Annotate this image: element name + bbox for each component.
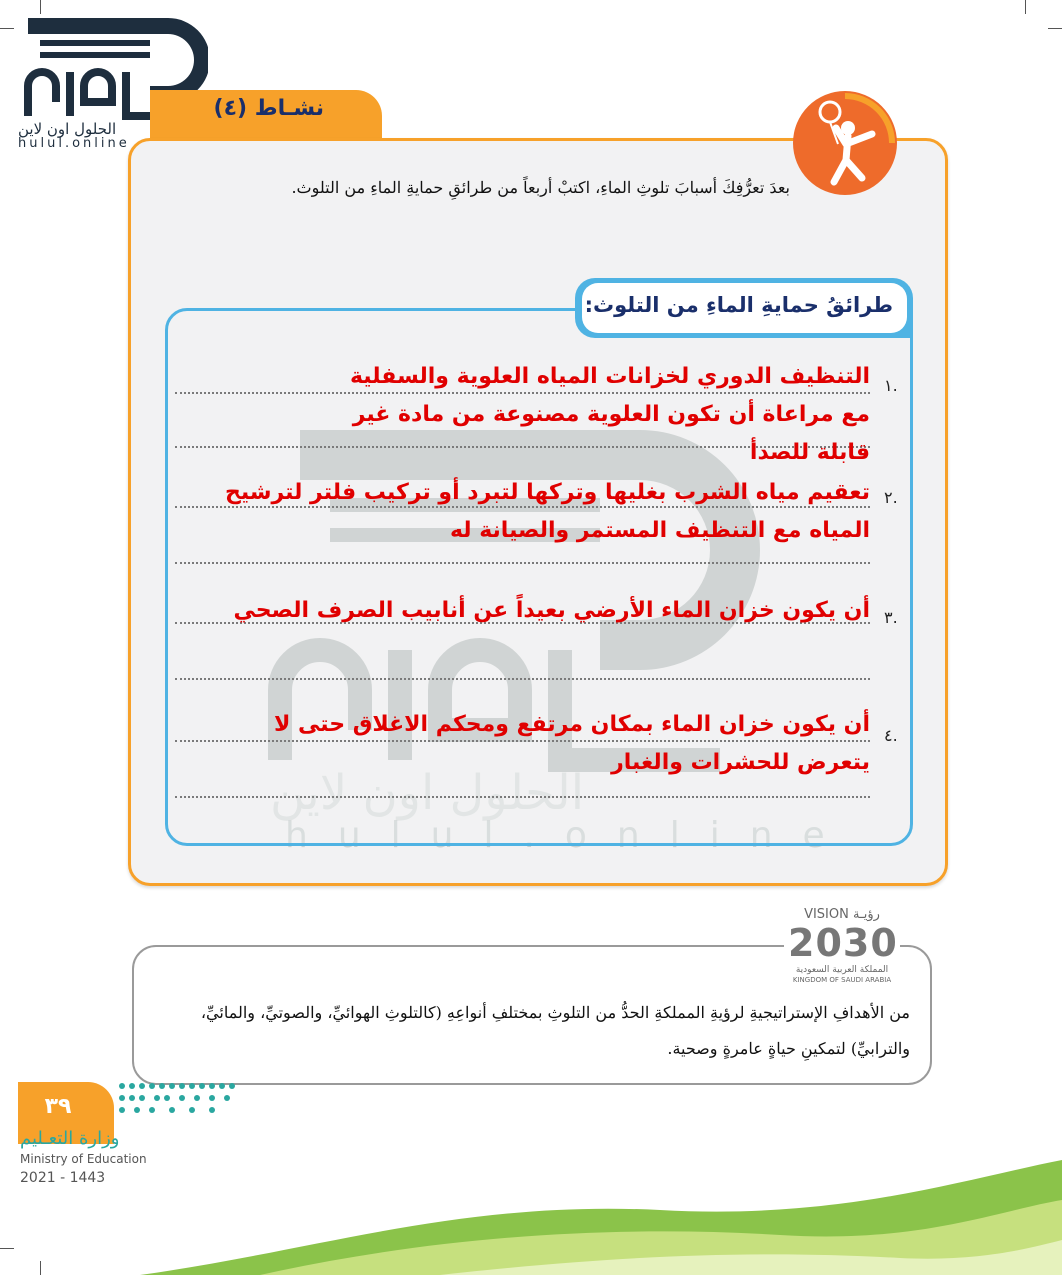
answer-line [175,796,870,798]
item-number: ١. [884,376,898,395]
activity-instruction: بعدَ تعرُّفِكَ أسبابَ تلوثِ الماءِ، اكتبْ أربعاً من طرائقِ حمايةِ الماءِ من التلوث. [291,178,790,197]
item-number: ٤. [884,726,898,745]
answer-text: التنظيف الدوري لخزانات المياه العلوية والسفلية مع مراعاة أن تكون العلوية مصنوعة من مادة غير قابلة للصدأ [349,364,870,465]
brand-url: hulul.online [18,136,130,151]
ministry-name-ar: وزارة التعـليم [20,1128,120,1149]
vision-logo-year: 2030 [788,921,898,965]
ministry-logo-icon [112,1078,237,1120]
activity-title: نشـاط (٤) [213,96,324,121]
footer-waves-decoration [140,1140,1062,1275]
vision-2030-logo [784,905,900,987]
vision-text: من الأهدافِ الإستراتيجيةِ لرؤيةِ المملكةِ الحدُّ من التلوثِ بمختلفِ أنواعِهِ (كالتلوثِ الهوائيِّ، والصوتيِّ، والمائيِّ، والترابيِّ) لتمكينِ حياةٍ عامرةٍ وصحية. [200,1003,910,1058]
answer-text: أن يكون خزان الماء بمكان مرتفع ومحكم الاغلاق حتى لا يتعرض للحشرات والغبار [273,712,870,775]
ministry-year: 2021 - 1443 [20,1170,106,1186]
page-number: ٣٩ [44,1094,72,1119]
ministry-name-en: Ministry of Education [20,1152,147,1166]
answer-line [175,678,870,680]
vision-logo-ar: المملكة العربية السعودية [795,965,889,975]
watermark-arabic: الحلول اون لاين [270,765,585,821]
crop-mark [1048,28,1062,29]
activity-person-icon [790,88,900,198]
crop-mark [0,28,14,29]
crop-mark [40,1261,41,1275]
item-number: ٣. [884,608,898,627]
activity-tab [150,90,382,138]
answer-text: أن يكون خزان الماء الأرضي بعيداً عن أنابيب الصرف الصحي [233,598,870,623]
brand-subtitle: الحلول اون لاين [18,120,117,138]
ways-title: طرائقُ حمايةِ الماءِ من التلوث: [584,293,893,317]
crop-mark [0,1248,14,1249]
vision-logo-top: رؤيـة VISION [804,907,880,922]
ways-tab-inner [582,283,907,333]
watermark-url: hulul.online [285,815,855,856]
item-number: ٢. [884,488,898,507]
crop-mark [1025,0,1026,14]
answer-text: تعقيم مياه الشرب بغليها وتركها لتبرد أو تركيب فلتر لترشيح المياه مع التنظيف المستمر والصيانة له [224,480,870,543]
vision-logo-en: KINGDOM OF SAUDI ARABIA [792,976,892,984]
answer-line [175,562,870,564]
